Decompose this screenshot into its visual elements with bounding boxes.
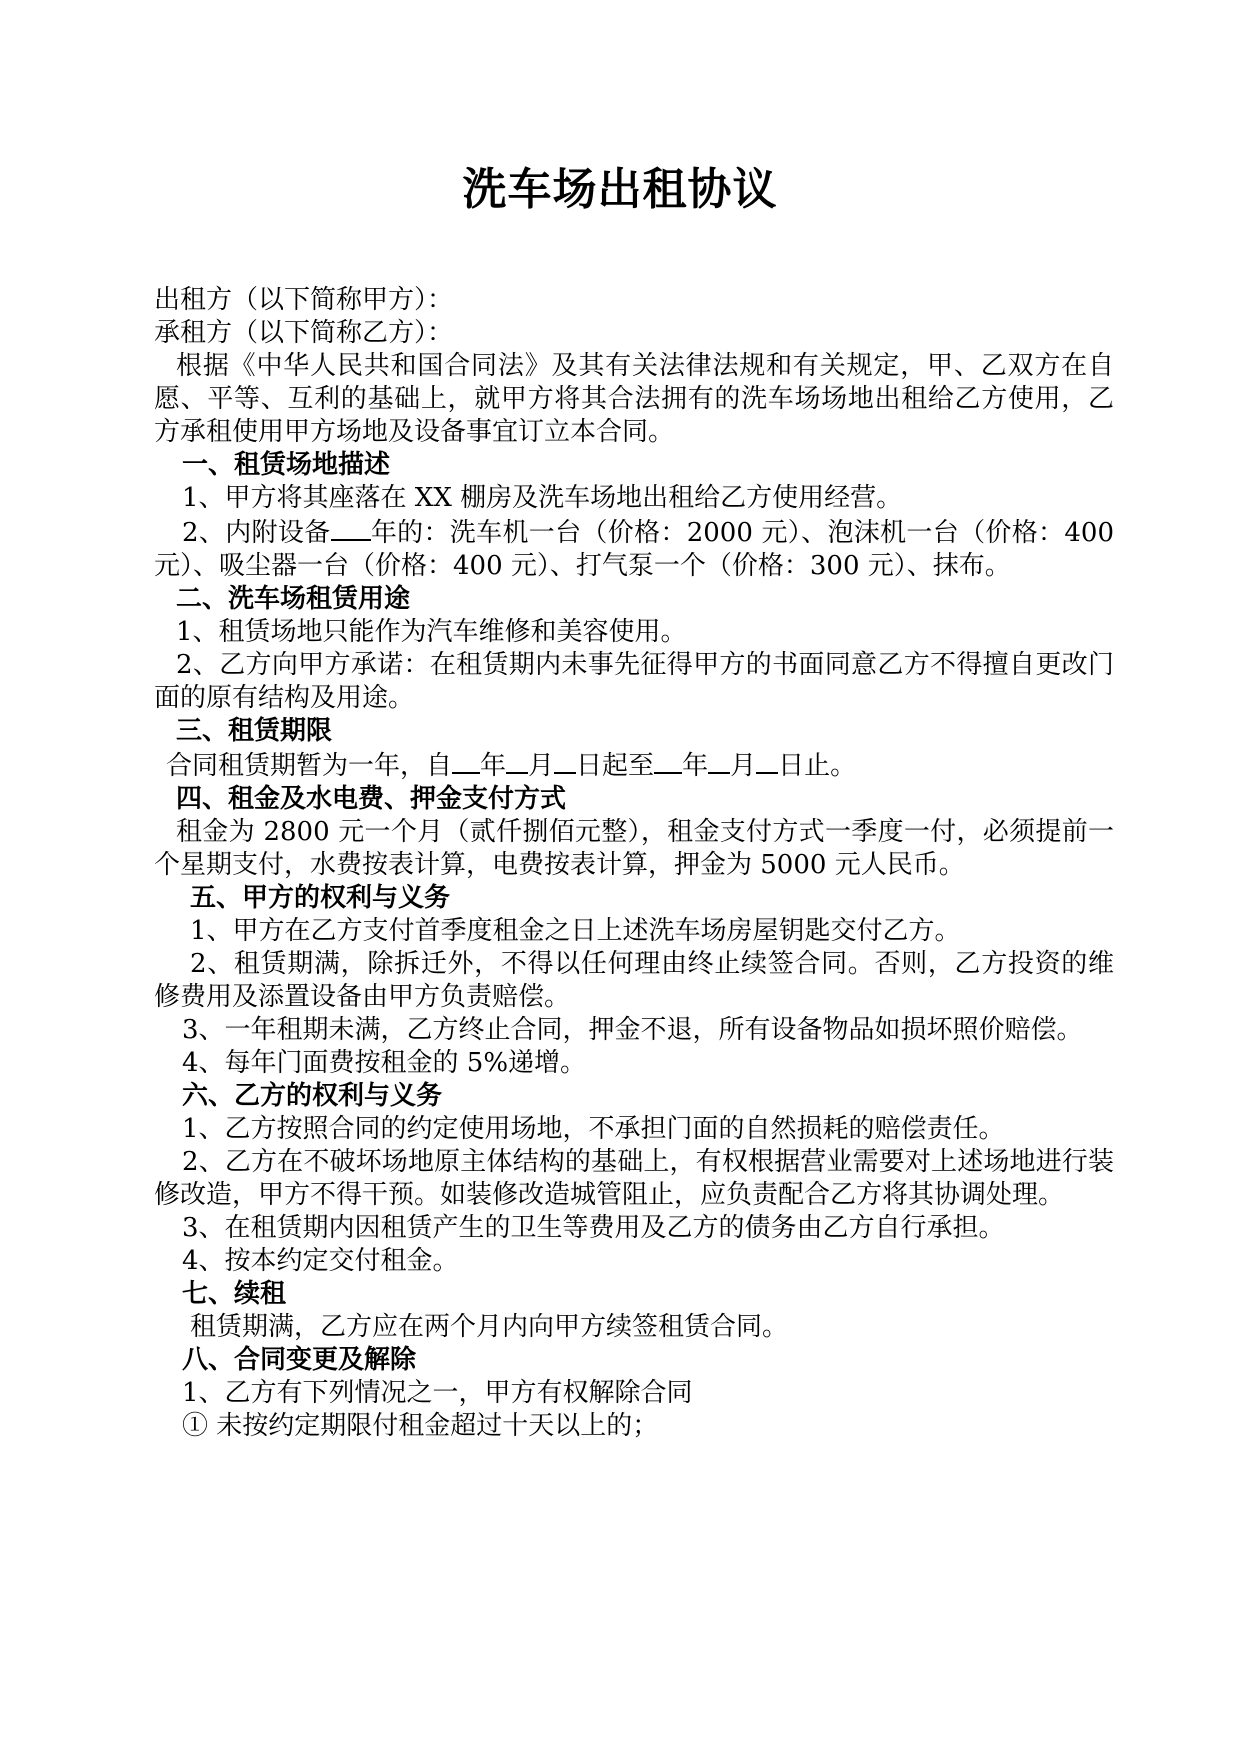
intro-paragraph: 根据《中华人民共和国合同法》及其有关法律法规和有关规定，甲、乙双方在自愿、平等、互利的基础上，就甲方将其合法拥有的洗车场场地出租给乙方使用，乙方承租使用甲方场地及设备事宜订立本合同。: [154, 351, 1114, 447]
section-3-heading: 三、租赁期限: [176, 716, 333, 746]
section-1-heading: 一、租赁场地描述: [182, 450, 391, 480]
start-day-blank[interactable]: [554, 748, 576, 774]
section-6-item-3: 3、在租赁期内因租赁产生的卫生等费用及乙方的债务由乙方自行承担。: [182, 1213, 1005, 1243]
end-day-blank[interactable]: [756, 748, 778, 774]
section-2-item-1: 1、租赁场地只能作为汽车维修和美容使用。: [176, 617, 687, 647]
lessor-line: 出租方（以下简称甲方）：: [154, 285, 454, 315]
section-5-heading: 五、甲方的权利与义务: [190, 883, 451, 913]
section-6-item-2: 2、乙方在不破坏场地原主体结构的基础上，有权根据营业需要对上述场地进行装修改造，甲方不得干预。如装修改造城管阻止，应负责配合乙方将其协调处理。: [154, 1147, 1114, 1210]
document-body: [154, 284, 1114, 1443]
term-end-month-label: 月: [730, 751, 757, 781]
section-2-heading: 二、洗车场租赁用途: [176, 584, 411, 614]
section-1-item-2: [154, 515, 1114, 583]
section-2-item-2: 2、乙方向甲方承诺：在租赁期内未事先征得甲方的书面同意乙方不得擅自更改门面的原有结构及用途。: [154, 650, 1114, 713]
document-title: 洗车场出租协议: [462, 164, 778, 215]
start-year-blank[interactable]: [452, 748, 480, 774]
section-5-item-1: 1、甲方在乙方支付首季度租金之日上述洗车场房屋钥匙交付乙方。: [190, 916, 961, 946]
term-text-start: 合同租赁期暂为一年，自: [166, 751, 453, 781]
section-5-item-3: 3、一年租期未满，乙方终止合同，押金不退，所有设备物品如损坏照价赔偿。: [182, 1015, 1083, 1045]
section-7-heading: 七、续租: [182, 1279, 287, 1309]
equipment-label: 2、内附设备: [182, 518, 331, 548]
section-7-item-1: 租赁期满，乙方应在两个月内向甲方续签租赁合同。: [190, 1312, 789, 1342]
section-8-item-2: ① 未按约定期限付租金超过十天以上的；: [182, 1411, 659, 1441]
start-month-blank[interactable]: [506, 748, 528, 774]
term-end-year-label: 年: [682, 751, 709, 781]
term-end-day-label: 日止。: [778, 751, 857, 781]
equipment-list: 年的：洗车机一台（价格：2000 元）、泡沫机一台（价格：400 元）、吸尘器一台（价格：400 元）、打气泵一个（价格：300 元）、抹布。: [154, 518, 1115, 581]
lessee-line: 承租方（以下简称乙方）：: [154, 318, 454, 348]
section-5-item-4: 4、每年门面费按租金的 5%递增。: [182, 1048, 587, 1078]
term-year-label: 年: [480, 751, 507, 781]
section-3-term: [154, 748, 1114, 783]
equipment-year-blank[interactable]: [331, 515, 371, 541]
section-5-item-2: 2、租赁期满，除拆迁外，不得以任何理由终止续签合同。否则，乙方投资的维修费用及添置设备由甲方负责赔偿。: [154, 949, 1114, 1012]
section-4-heading: 四、租金及水电费、押金支付方式: [176, 784, 567, 814]
end-month-blank[interactable]: [708, 748, 730, 774]
section-1-item-1: 1、甲方将其座落在 XX 棚房及洗车场地出租给乙方使用经营。: [182, 483, 903, 513]
section-8-heading: 八、合同变更及解除: [182, 1345, 417, 1375]
end-year-blank[interactable]: [654, 748, 682, 774]
section-6-item-4: 4、按本约定交付租金。: [182, 1246, 459, 1276]
term-day-label: 日起至: [576, 751, 655, 781]
section-6-heading: 六、乙方的权利与义务: [182, 1081, 443, 1111]
term-month-label: 月: [528, 751, 555, 781]
section-4-paragraph: 租金为 2800 元一个月（贰仟捌佰元整），租金支付方式一季度一付，必须提前一个星期支付，水费按表计算，电费按表计算，押金为 5000 元人民币。: [154, 817, 1114, 880]
section-8-item-1: 1、乙方有下列情况之一，甲方有权解除合同: [182, 1378, 693, 1408]
section-6-item-1: 1、乙方按照合同的约定使用场地，不承担门面的自然损耗的赔偿责任。: [182, 1114, 1005, 1144]
